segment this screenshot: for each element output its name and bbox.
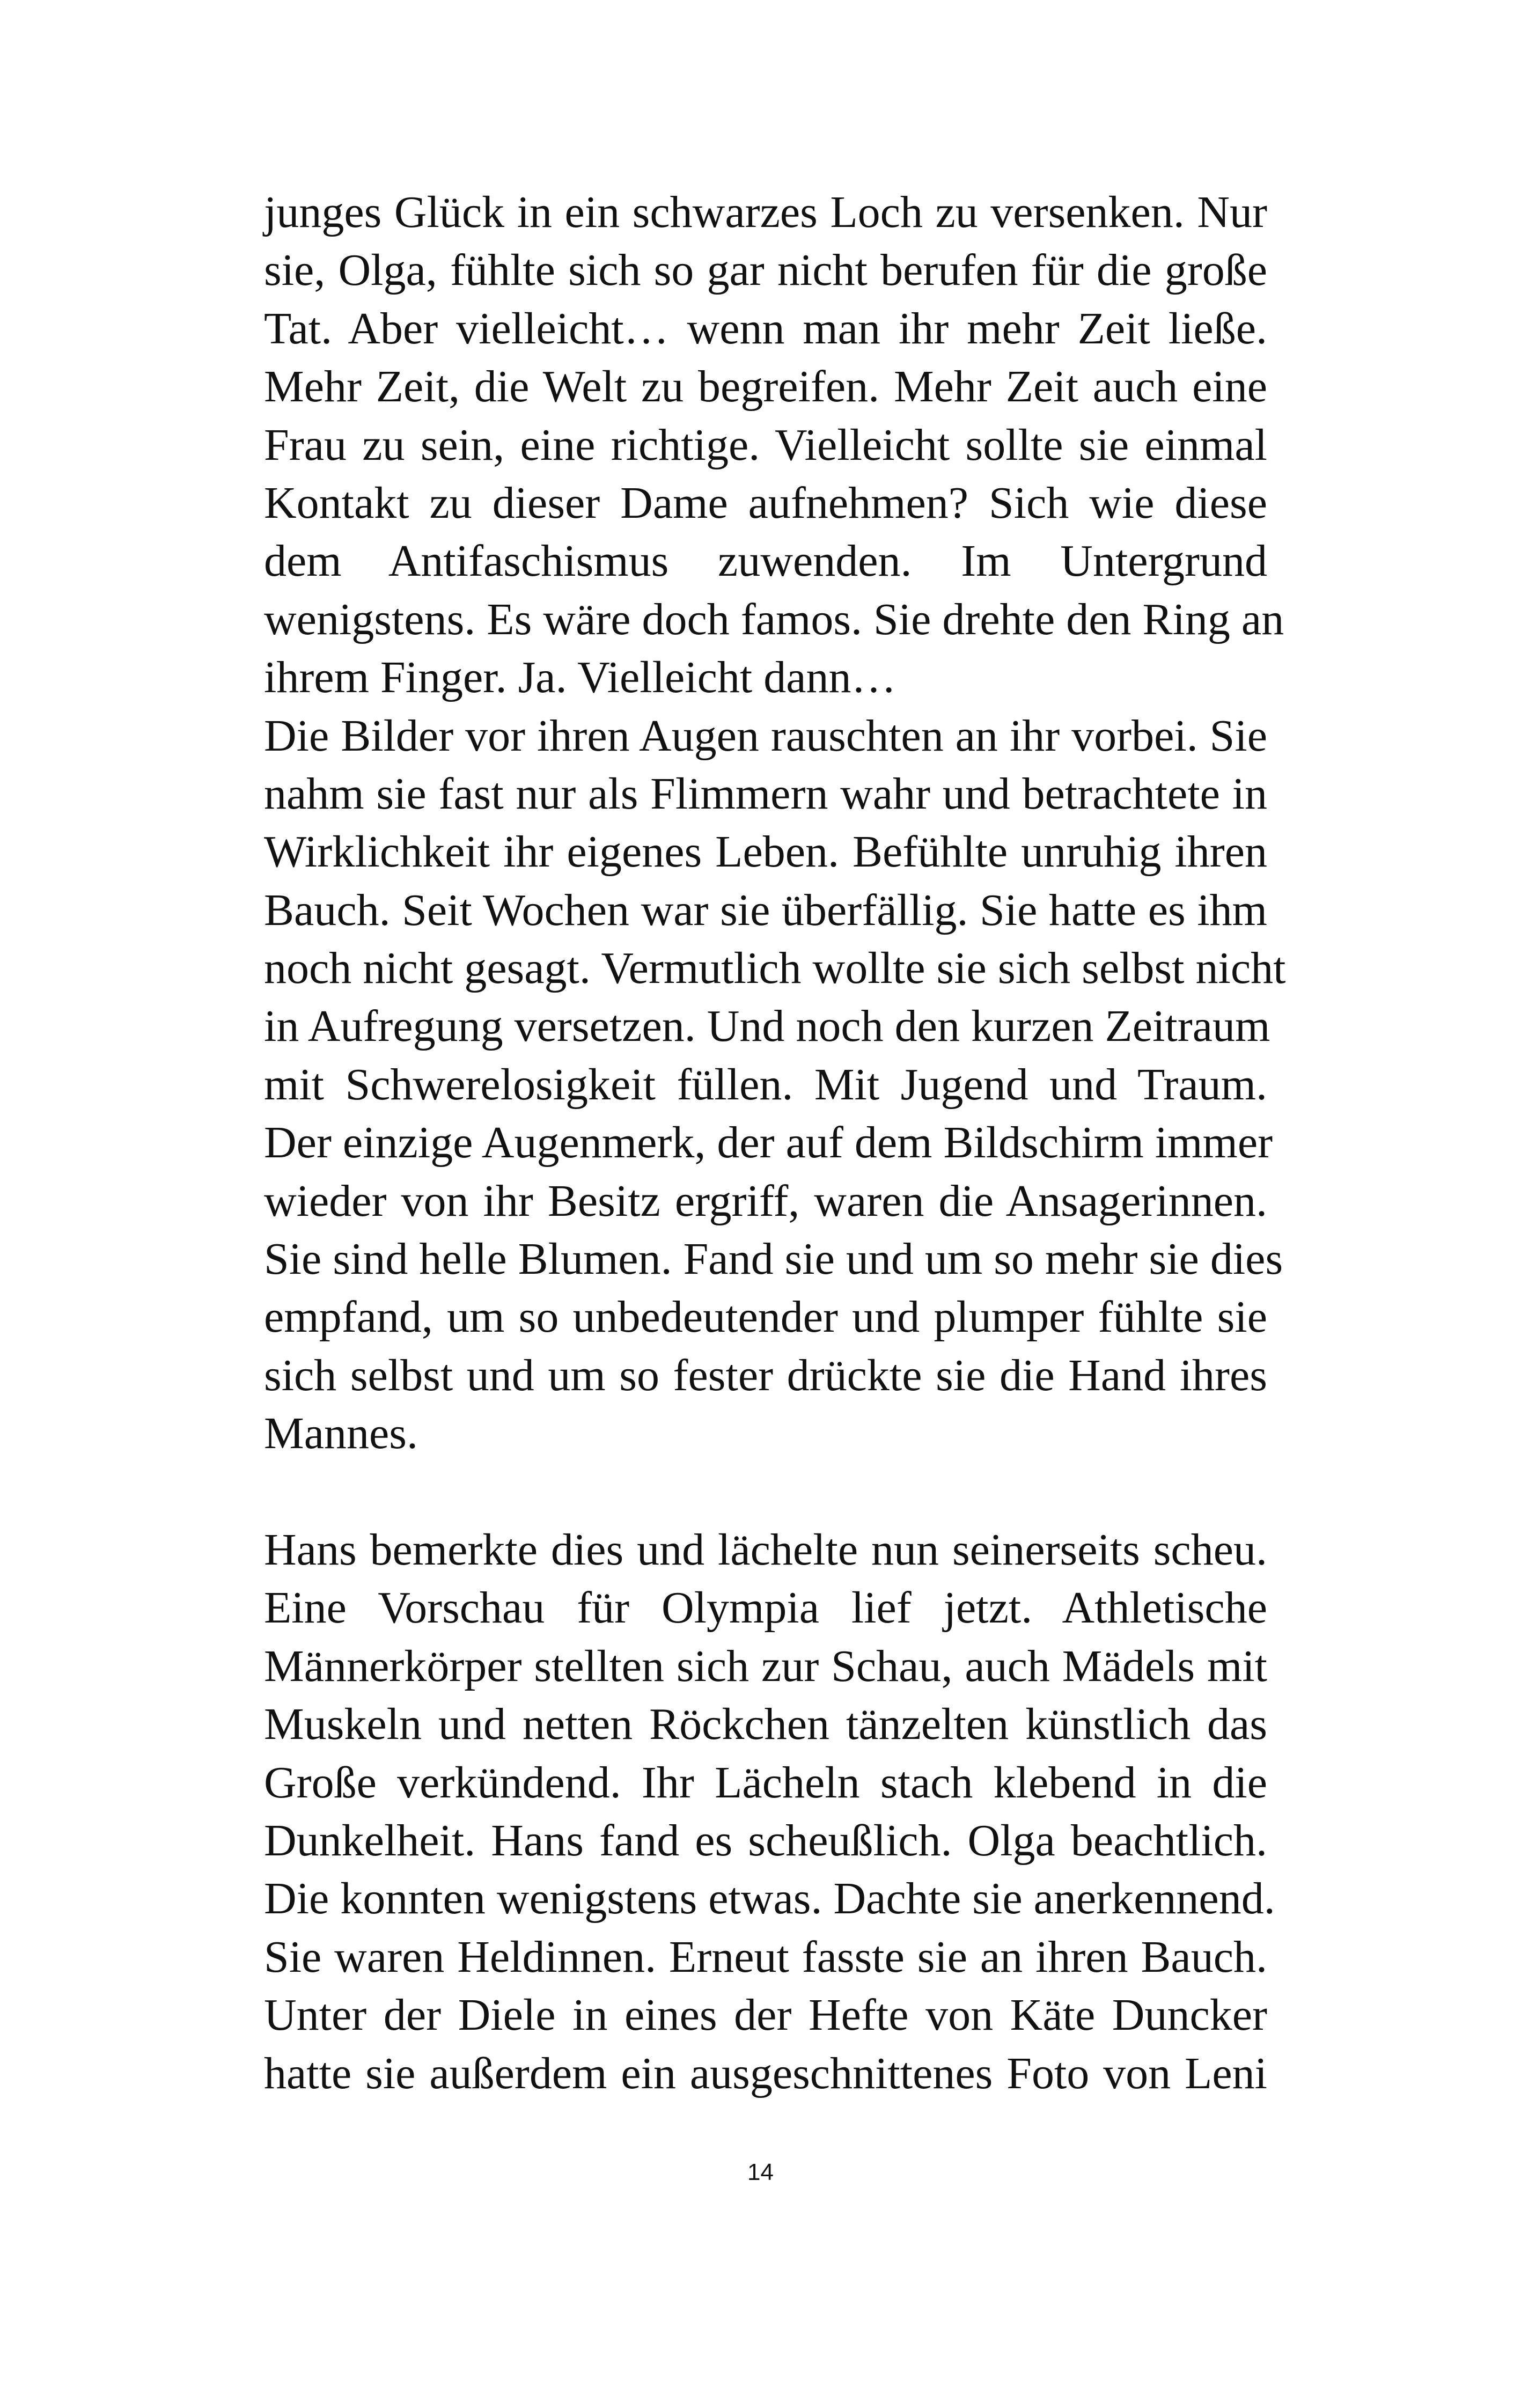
paragraph-gap <box>264 1463 1267 1521</box>
text-line: nahm sie fast nur als Flimmern wahr und betrachtete in <box>264 768 1267 819</box>
text-line: Sie waren Heldinnen. Erneut fasste sie an ihren Bauch. <box>264 1932 1267 1982</box>
text-line: Die Bilder vor ihren Augen rauschten an ihr vorbei. Sie <box>264 710 1267 761</box>
text-line: Mannes. <box>264 1408 418 1459</box>
page-number: 14 <box>747 2159 774 2185</box>
text-line: Der einzige Augenmerk, der auf dem Bildschirm immer <box>264 1118 1273 1168</box>
text-line: ihrem Finger. Ja. Vielleicht dann… <box>264 652 897 703</box>
body-text <box>264 183 1286 2103</box>
text-line: Die konnten wenigstens etwas. Dachte sie anerkennend. <box>264 1874 1275 1924</box>
text-line: Sie sind helle Blumen. Fand sie und um so mehr sie dies <box>264 1234 1283 1284</box>
text-line: Mehr Zeit, die Welt zu begreifen. Mehr Zeit auch eine <box>264 362 1267 412</box>
paragraph-2 <box>264 707 1286 1463</box>
text-line: Kontakt zu dieser Dame aufnehmen? Sich wie diese <box>264 478 1267 528</box>
text-line: sie, Olga, fühlte sich so gar nicht berufen für die große <box>264 245 1267 296</box>
text-line: junges Glück in ein schwarzes Loch zu versenken. Nur <box>264 187 1267 237</box>
text-line: Große verkündend. Ihr Lächeln stach klebend in die <box>264 1757 1267 1808</box>
text-line: dem Antifaschismus zuwenden. Im Untergrund <box>264 536 1267 586</box>
text-line: Eine Vorschau für Olympia lief jetzt. Athletische <box>264 1583 1267 1633</box>
text-line: Unter der Diele in eines der Hefte von Käte Duncker <box>264 1990 1267 2040</box>
text-line: Muskeln und netten Röckchen tänzelten künstlich das <box>264 1699 1267 1750</box>
text-line: Dunkelheit. Hans fand es scheußlich. Olga beachtlich. <box>264 1815 1267 1866</box>
text-line: Wirklichkeit ihr eigenes Leben. Befühlte unruhig ihren <box>264 827 1267 877</box>
text-line: wieder von ihr Besitz ergriff, waren die Ansagerinnen. <box>264 1176 1267 1226</box>
paragraph-3 <box>264 1521 1275 2103</box>
text-line: Bauch. Seit Wochen war sie überfällig. Sie hatte es ihm <box>264 885 1267 935</box>
text-line: mit Schwerelosigkeit füllen. Mit Jugend und Traum. <box>264 1059 1267 1110</box>
text-line: Tat. Aber vielleicht… wenn man ihr mehr Zeit ließe. <box>264 303 1267 354</box>
text-line: noch nicht gesagt. Vermutlich wollte sie sich selbst nicht <box>264 943 1286 994</box>
text-line: Männerkörper stellten sich zur Schau, auch Mädels mit <box>264 1641 1267 1691</box>
text-line: hatte sie außerdem ein ausgeschnittenes Foto von Leni <box>264 2048 1267 2098</box>
text-line: empfand, um so unbedeutender und plumper fühlte sie <box>264 1292 1267 1342</box>
text-line: wenigstens. Es wäre doch famos. Sie drehte den Ring an <box>264 594 1284 644</box>
text-line: sich selbst und um so fester drückte sie die Hand ihres <box>264 1350 1267 1400</box>
text-line: Hans bemerkte dies und lächelte nun seinerseits scheu. <box>264 1524 1267 1575</box>
text-line: Frau zu sein, eine richtige. Vielleicht sollte sie einmal <box>264 420 1267 470</box>
text-line: in Aufregung versetzen. Und noch den kurzen Zeitraum <box>264 1001 1270 1052</box>
paragraph-1 <box>264 183 1284 707</box>
